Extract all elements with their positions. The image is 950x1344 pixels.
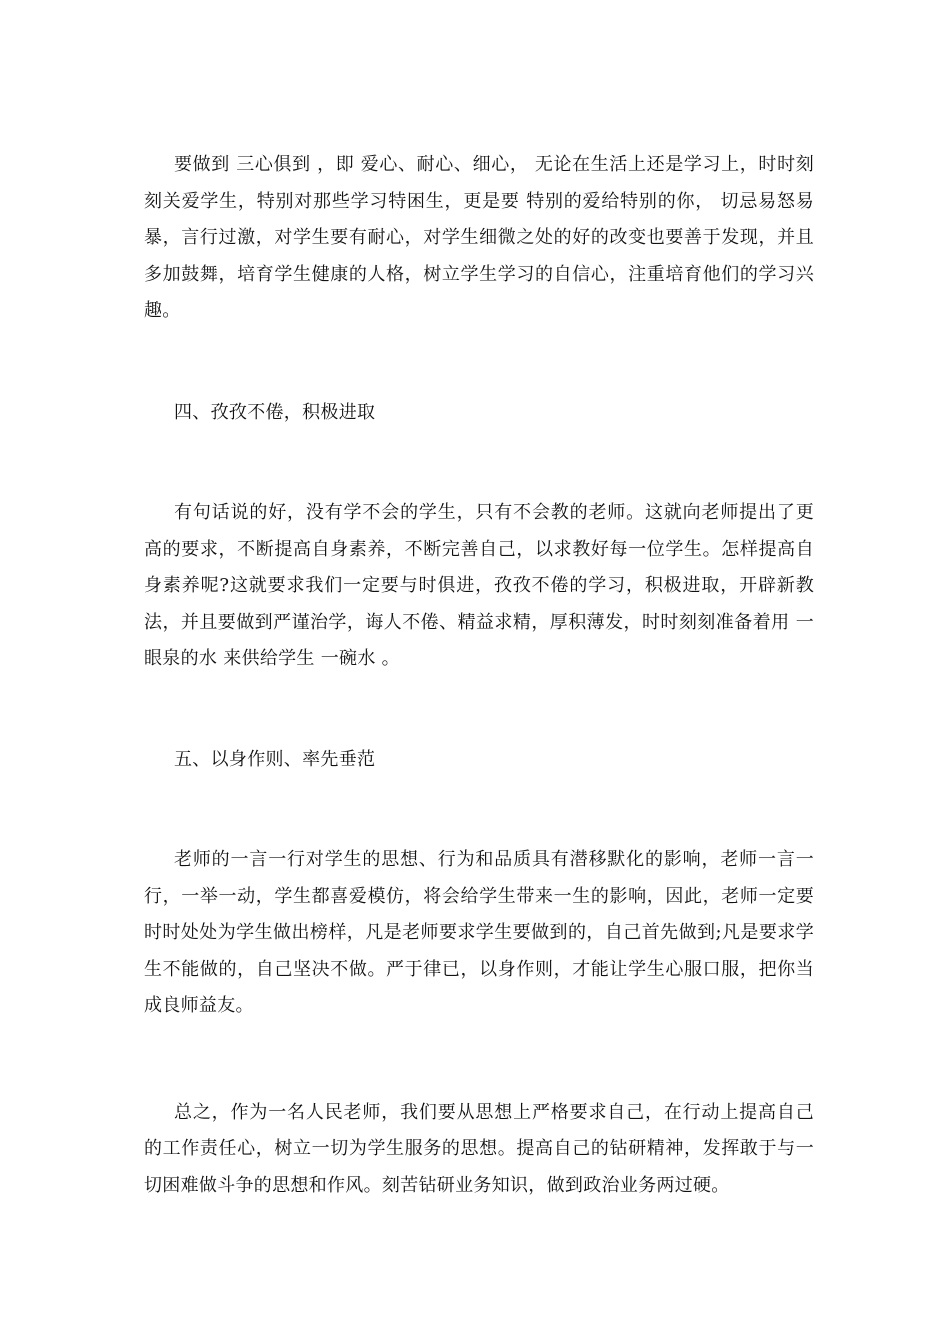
- spacer: [144, 431, 814, 495]
- spacer: [144, 1025, 814, 1095]
- section-heading-five: 五、以身作则、率先垂范: [174, 748, 376, 770]
- paragraph-three-hearts: 要做到 三心俱到 ，即 爱心、耐心、细心， 无论在生活上还是学习上，时时刻刻关爱学生，特别对那些学习特困生，更是要 特别的爱给特别的你， 切忌易怒易暴，言行过激，对学生要有耐心，对学生细微之处的好的改变也要善于发现，并且多加鼓舞，培育学生健康的人格，树立学生学习的自信心，注重培育他们的学习兴趣。: [144, 154, 814, 321]
- paragraph-self-improvement: 有句话说的好，没有学不会的学生，只有不会教的老师。这就向老师提出了更高的要求，不断提高自身素养，不断完善自己，以求教好每一位学生。怎样提高自身素养呢?这就要求我们一定要与时俱进，孜孜不倦的学习，积极进取，开辟新教法，并且要做到严谨治学，诲人不倦、精益求精，厚积薄发，时时刻刻准备着用 一眼泉的水 来供给学生 一碗水 。: [144, 502, 814, 669]
- paragraph-conclusion: 总之，作为一名人民老师，我们要从思想上严格要求自己，在行动上提高自己的工作责任心，树立一切为学生服务的思想。提高自己的钻研精神，发挥敢于与一切困难做斗争的思想和作风。刻苦钻研业务知识，做到政治业务两过硬。: [144, 1101, 814, 1196]
- spacer: [144, 678, 814, 742]
- section-heading-four: 四、孜孜不倦，积极进取: [174, 401, 376, 423]
- spacer: [144, 778, 814, 842]
- spacer: [144, 330, 814, 395]
- paragraph-role-model: 老师的一言一行对学生的思想、行为和品质具有潜移默化的影响，老师一言一行，一举一动，学生都喜爱模仿，将会给学生带来一生的影响，因此，老师一定要时时处处为学生做出榜样，凡是老师要求学生要做到的，自己首先做到;凡是要求学生不能做的，自己坚决不做。严于律已，以身作则，才能让学生心服口服，把你当成良师益友。: [144, 849, 814, 1016]
- document-body: [144, 147, 814, 1204]
